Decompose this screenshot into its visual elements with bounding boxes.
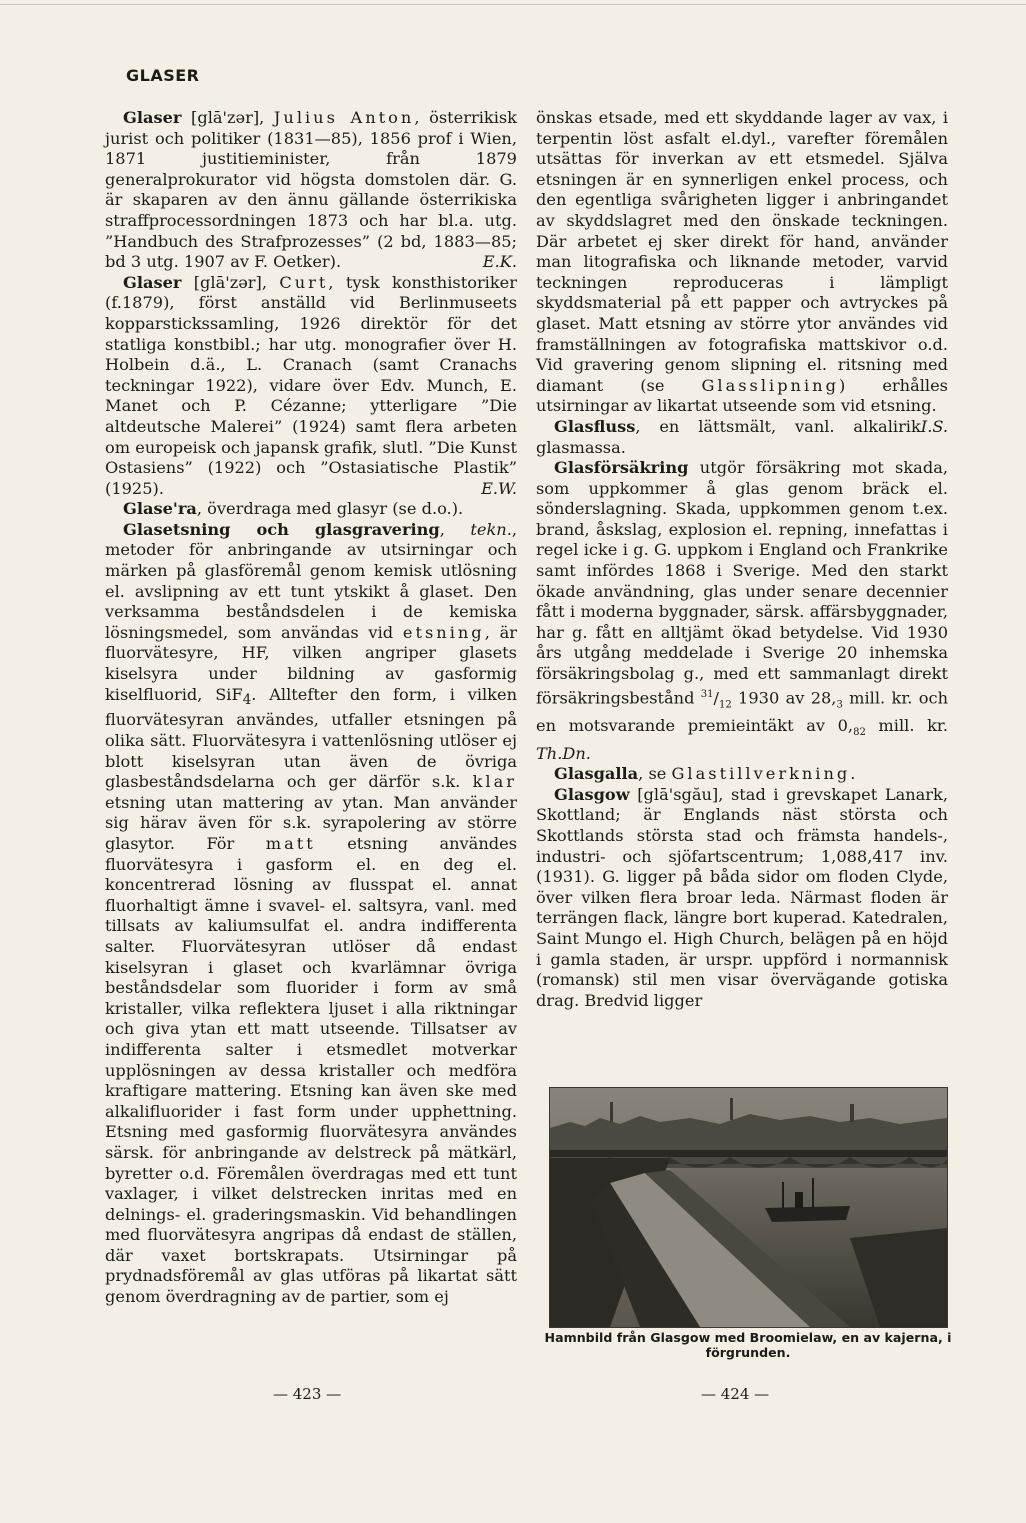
headword: Glaser — [123, 272, 182, 292]
harbour-photo-image — [550, 1088, 947, 1327]
entry-glasgalla: Glasgalla, se Glastillverkning. — [554, 764, 856, 784]
entry-glasforsakring: Glasförsäkring utgör försäkring mot skada, som uppkommer å glas genom bräck el. sönderslagning. Skada, uppkommen genom t.ex. brand, åskslag, explosion el. repning, innefattas i regel icke i g. G. uppkom i England och Frankrike samt infördes 1868 i Sverige. Med den starkt ökade användning, glas under senare decennier fått i moderna byggnader, särsk. affärsbyggnader, har g. fått en alltjämt ökad betydelse. Vid 1930 års utgång meddelade i Sverige 20 inhemska försäkringsbolag g., med ett sammanlagt direkt försäkringsbestånd $^{31}/_{12}$ 1930 av $28,_3$ mill. kr. och en motsvarande premieintäkt av $0,_{82}$ mill. kr. Th.Dn. — [536, 458, 949, 763]
page-number-right: — 424 — — [701, 1385, 770, 1403]
running-head: GLASER — [126, 66, 200, 85]
left-column — [105, 108, 517, 1308]
entry-glasgow: Glasgow [glā'sgău], stad i grevskapet Lanark, Skottland; är Englands näst största och Skottlands största stad och främsta handels-, industri- och sjöfartscentrum; 1,088,417 inv. (1931). G. ligger på båda sidor om floden Clyde, över vilken flera broar leda. Närmast floden är terrängen flack, längre bort kuperad. Katedralen, Saint Mungo el. High Church, belägen på en höjd i gamla staden, är urspr. uppförd i normannisk (romansk) stil men visar övervägande gotiska drag. Bredvid ligger — [536, 784, 948, 1010]
entry-glasfluss: Glasfluss, en lättsmält, vanl. alkalirik glasmassa. — [536, 416, 921, 457]
headword: Glasförsäkring — [554, 458, 689, 478]
right-column — [536, 108, 948, 1011]
page-number-left: — 423 — — [273, 1385, 342, 1403]
top-rule — [0, 4, 1026, 5]
headword: Glasgalla — [554, 764, 639, 784]
spaced-name: Curt — [279, 272, 329, 292]
entry-glasetsning: Glasetsning och glasgravering, tekn., metoder för anbringande av utsirningar och märken på glasföremål genom kemisk utlösning el. avslipning av ett tunt ytskikt å glaset. Den verksamma beståndsdelen i de kemiska lösningsmedel, som användas vid etsning, är fluorvätesyre, HF, vilken angriper glasets kiselsyra under bildning av gasformig kiselfluorid, SiF$_4$. Alltefter den form, i vilken fluorvätesyran användes, utfaller etsningen på olika sätt. Fluorvätesyra i vattenlösning utlöser ej blott kiselsyran utan även de övriga glasbeståndsdelarna och ger därför s.k. klar etsning utan mattering av ytan. Man använder sig härav även för s.k. syrapolering av större glasytor. För matt etsning användes fluorvätesyra i gasform el. en deg el. koncentrerad lösning av flusspat el. annat fluorhaltigt ämne i svavel- el. saltsyra, vanl. med tillsats av kaliumsulfat el. andra indifferenta salter. Fluorvätesyran utlöser då endast kiselsyran i glaset och kvarlämnar övriga beståndsdelar som fluorider i form av små kristaller, vilka reflektera ljuset i alla riktningar och giva ytan ett matt utseende. Tillsatser av indifferenta salter i etsmedlet motverkar upplösningen av dessa kristaller och medföra kraftigare mattering. Etsning kan även ske med alkalifluorider i fast form under upphettning. Etsning med gasformig fluorvätesyra användes särsk. för anbringande av delstreck på mätkärl, byretter o.d. Föremålen överdragas med ett tunt vaxlager, i vilket delstrecken inritas med en delnings- el. graderingsmaskin. Vid behandlingen med fluorvätesyra angripas då endast de ställen, där vaxet bortskrapats. Utsirningar på prydnadsföremål av glas utföras på likartat sätt genom överdragning av de partier, som ej — [105, 519, 518, 1307]
photo-caption: Hamnbild från Glasgow med Broomielaw, en av kajerna, i förgrunden. — [544, 1330, 952, 1360]
headword: Glasgow — [554, 784, 630, 804]
signature: I.S. — [920, 416, 948, 436]
harbour-photo — [549, 1087, 948, 1328]
signature: E.K. — [482, 252, 517, 272]
signature: Th.Dn. — [536, 743, 591, 763]
entry-glaser-julius: Glaser [glā'zər], Julius Anton, österrikisk jurist och politiker (1831—85), 1856 prof i Wien, 1871 justitieminister, från 1879 generalprokurator vid högsta domstolen där. G. är skaparen av den ännu gällande österrikiska straffprocessordningen 1873 och har bl.a. utg. ”Handbuch des Strafprozesses” (2 bd, 1883—85; bd 3 utg. 1907 av F. Oetker). E.K. — [105, 108, 517, 272]
headword: Glase'ra — [123, 499, 197, 519]
entry-glasetsning-continued: önskas etsade, med ett skyddande lager av vax, i terpentin löst asfalt el.dyl., varefter föremålen utsättas för inverkan av ett etsmedel. Själva etsningen är en synnerligen enkel process, och den egentliga svårigheten ligger i anbringandet av skyddslagret med den önskade teckningen. Där arbetet ej sker direkt för hand, använder man litografiska och liknande metoder, varvid teckningen reproduceras i lämpligt skyddsmaterial på ett papper och avtryckes på glaset. Matt etsning av större ytor användes vid framställningen av fotografiska mattskivor o.d. Vid gravering genom slipning el. ritsning med diamant (se Glasslipning) erhålles utsirningar av likartat utseende som vid etsning. I.S. — [536, 108, 948, 436]
headword: Glaser — [123, 108, 182, 127]
entry-glasera: Glase'ra, överdraga med glasyr (se d.o.). — [123, 499, 464, 519]
headword: Glasetsning och glasgravering — [123, 519, 440, 539]
spaced-name: Julius Anton — [273, 108, 415, 127]
entry-glaser-curt: Glaser [glā'zər], Curt, tysk konsthistoriker (f.1879), först anställd vid Berlinmuseets kopparstickssamling, 1926 direktör för det statliga konstbibl.; har utg. monografier över H. Holbein d.ä., L. Cranach (samt Cranachs teckningar 1922), vidare över Edv. Munch, E. Manet och P. Cézanne; ytterligare ”Die altdeutsche Malerei” (1924) samt flera arbeten om europeisk och japansk grafik, slutl. ”Die Kunst Ostasiens” (1922) och ”Ostasiatische Plastik” (1925). E.W. — [105, 272, 517, 498]
signature: E.W. — [481, 478, 517, 498]
headword: Glasfluss — [554, 416, 636, 436]
